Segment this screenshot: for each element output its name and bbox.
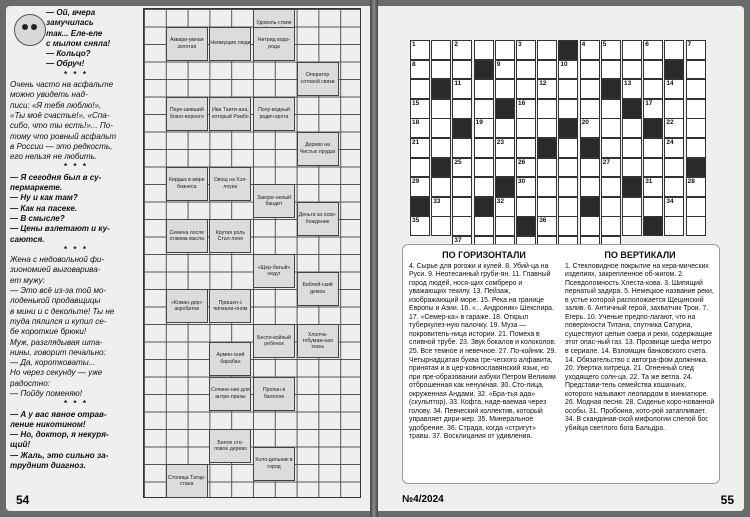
joke-line: — А у вас явное отрав- xyxy=(10,409,107,419)
joke-line: писи: «Я тебя люблю!», xyxy=(10,100,102,110)
cell-number: 18 xyxy=(412,119,420,127)
across-clues: 4. Сырье для рогожи и кулей. 8. Убий-ца на Руси. 9. Неотесанный груби-ян. 11. Главный город людей, нося-щих сомбреро и уважающих текилу. 13. Пейзаж, изображающий море. 15. Река на границе Европы и Азии. 16. «... Андроник» Шекспира. 17. «Семер-ка» в гараже. 18. Открыл туберкулез-ную палочку. 19. Муза — покровитель-ница истории. 21. Помеха в сливной трубе. 23. Звук бокалов и колоколов. 25. Все темное и невечное. 27. По-койник. 29. Четырнадцатая буква гре-ческого алфавита, принятая и в цер-ковнославянский язык, но при пре-образовании азбуки Петром Великим отброшенная как ненужная. 30. Сто-лица, окруженная Андами. 32. «Бра-тья ада» (скульптор). 33. Кофта, наде-ваемая через голову. 34. Певческий коллектив, который управляет дири-жер. 35. Минеральное удобрение. 36. Страда, когда «стригут» травы. 37. Восклицания от удивления. xyxy=(409,262,559,441)
grid-cell xyxy=(410,99,430,119)
grid-cell xyxy=(431,197,451,217)
scanword-clue: Библей-ский демон xyxy=(297,272,339,306)
grid-cell xyxy=(643,138,663,158)
scanword-clue: Сочине-ние для антре-призы xyxy=(209,377,251,411)
grid-cell xyxy=(686,60,706,80)
joke-line: так... Еле-еле xyxy=(46,28,103,38)
scanword-clue: Хлопча-тобумаж-ная ткань xyxy=(297,324,339,358)
joke-line: — В смысле? xyxy=(10,213,65,223)
grid-cell xyxy=(474,79,494,99)
cell-number: 34 xyxy=(666,197,674,205)
grid-cell xyxy=(664,40,684,60)
grid-cell xyxy=(410,216,430,236)
page-number-right: 55 xyxy=(720,493,734,507)
joke-line: в России — это редкость, xyxy=(10,141,113,151)
joke-line: «Ты моё счастье!», «Спа- xyxy=(10,110,110,120)
grid-cell xyxy=(643,197,663,217)
grid-cell xyxy=(431,138,451,158)
grid-cell xyxy=(558,79,578,99)
grid-cell xyxy=(537,99,557,119)
grid-cell xyxy=(622,79,642,99)
black-cell xyxy=(580,197,600,217)
across-column xyxy=(409,251,559,442)
grid-cell xyxy=(516,99,536,119)
grid-cell xyxy=(452,216,472,236)
grid-cell xyxy=(664,138,684,158)
grid-cell xyxy=(558,177,578,197)
scanword-clue: «Коман-дир» акробатов xyxy=(166,289,208,323)
grid-cell xyxy=(452,99,472,119)
joke-line: сибо, что ты есть!»... По- xyxy=(10,121,113,131)
cell-number: 14 xyxy=(666,80,674,88)
black-cell xyxy=(495,99,515,119)
grid-cell xyxy=(601,158,621,178)
grid-cell xyxy=(580,99,600,119)
grid-cell xyxy=(686,177,706,197)
page-number-left: 54 xyxy=(16,493,30,507)
scanword-clue: Удоволь-ствие xyxy=(253,9,295,43)
grid-cell xyxy=(580,216,600,236)
joke-line: — Я сегодня был в су- xyxy=(10,172,102,182)
cell-number: 13 xyxy=(624,80,632,88)
joke-line: нины, говорит печально: xyxy=(10,347,106,357)
grid-cell xyxy=(495,216,515,236)
grid-cell xyxy=(622,216,642,236)
scanword-clue: Пере-шивший благо-верного xyxy=(166,97,208,131)
cell-number: 29 xyxy=(412,178,420,186)
black-cell xyxy=(516,216,536,236)
cell-number: 25 xyxy=(454,158,462,166)
grid-cell xyxy=(580,40,600,60)
cell-number: 27 xyxy=(602,158,611,166)
grid-cell xyxy=(686,118,706,138)
grid-cell xyxy=(410,138,430,158)
grid-cell xyxy=(452,197,472,217)
joke-line: — Цены взлетают и ку- xyxy=(10,224,110,234)
joke-line: — Ой, вчера xyxy=(46,8,96,17)
cell-number: 28 xyxy=(687,178,695,186)
joke-line: тому что ровный асфальт xyxy=(10,131,117,141)
down-heading: ПО ВЕРТИКАЛИ xyxy=(604,250,676,260)
down-clues: 1. Стекловидное покрытие на кера-мических изделиях, закрепленное об-жигом. 2. Псевдоломность Хлеста-кова. 3. Шипящий пернатый задира. 5. Немецкое название реки, в устье которой расположается Щецинский залив. 6. Античный герой, захватчик Трои. 7. Егерь. 10. Ученые предпо-лагают, что на поверхности Титана, спутника Сатурна, существуют целые озера и реки, содержащие этот опас-ный газ. 13. Прозвище шефа метро в сериале. 14. Взломщик банковского счета. 14. Обязательство с автогра-фом должника. 20. Увертка хитреца. 21. Огненный след уходящего солн-ца. 22. Та же ветла. 24. Представи-тель семейства кошачьих, которого называют леопардом в миниатюре. 26. Модная песня. 28. Сиденье коро-нованной особы. 31. Пробоина, кото-рой затапливает. 34. В скандинав-ской мифологии слепой бог, убийца светлого бога Бальдра. xyxy=(565,262,717,432)
grid-cell xyxy=(580,158,600,178)
grid-cell xyxy=(686,197,706,217)
grid-cell xyxy=(474,158,494,178)
clues-box xyxy=(402,244,720,484)
cell-number: 1 xyxy=(412,41,416,48)
cell-number: 22 xyxy=(666,119,674,127)
left-page xyxy=(6,6,370,511)
grid-cell xyxy=(664,99,684,119)
scanword-clue: Овощ на Хэл-лоуин xyxy=(209,167,251,201)
joke-line: — Это всё из-за той мо- xyxy=(10,286,107,296)
cell-number: 2 xyxy=(454,41,459,48)
joke-line: — Ну и как там? xyxy=(10,193,78,203)
black-cell xyxy=(622,99,642,119)
joke-line: — Пойду поменяю! xyxy=(10,388,83,398)
grid-cell xyxy=(643,158,663,178)
joke-line: щий! xyxy=(10,440,31,450)
grid-cell xyxy=(516,197,536,217)
cell-number: 15 xyxy=(412,99,420,107)
black-cell xyxy=(452,118,472,138)
grid-cell xyxy=(601,40,621,60)
grid-cell xyxy=(474,177,494,197)
grid-cell xyxy=(537,79,557,99)
grid-cell xyxy=(516,177,536,197)
grid-cell xyxy=(686,79,706,99)
scanword-clue: Закоре-нелый бандит xyxy=(253,184,295,218)
grid-cell xyxy=(516,79,536,99)
joke-line: — Но, доктор, я некуря- xyxy=(10,430,109,440)
grid-cell xyxy=(622,138,642,158)
black-cell xyxy=(643,118,663,138)
grid-cell xyxy=(643,79,663,99)
grid-cell xyxy=(537,118,557,138)
cell-number: 16 xyxy=(518,99,526,107)
grid-cell xyxy=(558,197,578,217)
grid-cell xyxy=(431,99,451,119)
grid-cell xyxy=(558,99,578,119)
grid-cell xyxy=(410,118,430,138)
black-cell xyxy=(686,158,706,178)
joke-line: саются. xyxy=(10,234,45,244)
joke-line: ет мужу: xyxy=(10,275,45,285)
grid-cell xyxy=(410,40,430,60)
grid-cell xyxy=(516,118,536,138)
joke-line: туда пялился и купил се- xyxy=(10,316,107,326)
black-cell xyxy=(622,177,642,197)
black-cell xyxy=(410,197,430,217)
scanword-clue: Аквари-умная золотая xyxy=(166,27,208,61)
black-cell xyxy=(643,216,663,236)
grid-cell xyxy=(643,40,663,60)
joke-line: пермаркете. xyxy=(10,183,63,193)
jokes-column xyxy=(10,8,142,488)
grid-cell xyxy=(537,216,557,236)
grid-cell xyxy=(664,79,684,99)
joke-line: в мини и с декольте! Ты не xyxy=(10,306,115,316)
grid-cell xyxy=(601,118,621,138)
scanword-clue: Крутая роль Стал-лоне xyxy=(209,219,251,253)
grid-cell xyxy=(495,197,515,217)
black-cell xyxy=(664,60,684,80)
grid-cell xyxy=(516,158,536,178)
cell-number: 9 xyxy=(496,60,501,68)
scanword-clue: Дерево на Чистых прудах xyxy=(297,132,339,166)
cell-number: 3 xyxy=(518,41,522,48)
cell-number: 36 xyxy=(539,217,547,225)
grid-cell xyxy=(622,197,642,217)
grid-cell xyxy=(686,40,706,60)
cell-number: 7 xyxy=(687,41,692,48)
crossword-grid xyxy=(410,40,712,244)
scanword-clue: Коло-дильник в город xyxy=(253,447,295,481)
grid-cell xyxy=(431,60,451,80)
black-cell xyxy=(474,60,494,80)
grid-cell xyxy=(580,79,600,99)
cell-number: 26 xyxy=(518,158,526,166)
scanword-clue: Армян-ский барабан xyxy=(209,342,251,376)
scanword-clue: Столица Татар-стана xyxy=(166,464,208,498)
scanword-clue: Пришел с пигмали-оном xyxy=(209,289,251,323)
grid-cell xyxy=(537,197,557,217)
grid-cell xyxy=(516,40,536,60)
grid-cell xyxy=(452,60,472,80)
grid-cell xyxy=(558,138,578,158)
scanword-clue: «Щер-батый» недуг xyxy=(253,254,295,288)
cell-number: 10 xyxy=(560,60,568,68)
grid-cell xyxy=(558,158,578,178)
scanword-grid xyxy=(143,8,361,498)
grid-cell xyxy=(452,158,472,178)
grid-cell xyxy=(664,216,684,236)
grid-cell xyxy=(495,138,515,158)
cell-number: 6 xyxy=(645,41,649,48)
joke-line: Но через секунду — уже xyxy=(10,368,103,378)
cell-number: 21 xyxy=(412,139,420,146)
joke-line: — Да, коротковаты... xyxy=(10,358,96,368)
joke-line: * * * xyxy=(64,69,88,79)
joke-line: бе короткие брюки! xyxy=(10,327,87,337)
grid-cell xyxy=(537,177,557,197)
grid-cell xyxy=(601,197,621,217)
joke-line: Муж, разглядывая шта- xyxy=(10,337,103,347)
cell-number: 8 xyxy=(412,60,416,68)
black-cell xyxy=(580,138,600,158)
joke-line: — Жаль, это сильно за- xyxy=(10,450,109,460)
grid-cell xyxy=(643,60,663,80)
grid-cell xyxy=(495,60,515,80)
joke-line: * * * xyxy=(64,244,88,254)
grid-cell xyxy=(452,177,472,197)
joke-line: радостно: xyxy=(10,378,50,388)
joke-line: * * * xyxy=(64,399,88,409)
grid-cell xyxy=(537,40,557,60)
grid-cell xyxy=(431,216,451,236)
scanword-clue: Нитрид водо-рода xyxy=(253,27,295,61)
cell-number: 19 xyxy=(475,119,483,127)
grid-cell xyxy=(580,177,600,197)
joke-line: ление никотином! xyxy=(10,419,86,429)
grid-cell xyxy=(516,60,536,80)
grid-cell xyxy=(537,158,557,178)
grid-cell xyxy=(601,177,621,197)
grid-cell xyxy=(558,216,578,236)
grid-cell xyxy=(664,158,684,178)
grid-cell xyxy=(643,99,663,119)
joke-line: * * * xyxy=(64,162,88,172)
grid-cell xyxy=(622,60,642,80)
grid-cell xyxy=(580,60,600,80)
black-cell xyxy=(431,158,451,178)
grid-cell xyxy=(495,40,515,60)
grid-cell xyxy=(664,118,684,138)
scanword-clue: Семена после отжима масла xyxy=(166,219,208,253)
issue-number: №4/2024 xyxy=(402,494,444,505)
cell-number: 17 xyxy=(645,99,653,107)
joke-line: — Обруч! xyxy=(46,59,85,69)
joke-line: — Кольцо? xyxy=(46,49,91,59)
cell-number: 32 xyxy=(496,197,505,205)
joke-line: можно увидеть над- xyxy=(10,90,88,100)
grid-cell xyxy=(410,79,430,99)
grid-cell xyxy=(474,118,494,138)
grid-cell xyxy=(474,40,494,60)
black-cell xyxy=(474,197,494,217)
right-page xyxy=(378,6,744,511)
scanword-clue: Белое сто-ловое дерево xyxy=(209,429,251,463)
black-cell xyxy=(558,118,578,138)
grid-cell xyxy=(664,177,684,197)
grid-cell xyxy=(686,99,706,119)
grid-cell xyxy=(410,177,430,197)
cell-number: 20 xyxy=(581,119,589,127)
scanword-clue: Беспо-койный ребенок xyxy=(253,324,295,358)
cell-number: 37 xyxy=(454,237,462,244)
grid-cell xyxy=(686,216,706,236)
scanword-clue: Кирдык в мире бизнеса xyxy=(166,167,208,201)
grid-cell xyxy=(410,60,430,80)
cell-number: 24 xyxy=(666,139,674,146)
black-cell xyxy=(558,40,578,60)
grid-cell xyxy=(495,158,515,178)
joke-line: Очень часто на асфальте xyxy=(10,80,114,90)
grid-cell xyxy=(495,118,515,138)
cell-number: 5 xyxy=(602,41,607,48)
cell-number: 30 xyxy=(518,178,526,186)
grid-cell xyxy=(516,138,536,158)
grid-cell xyxy=(410,158,430,178)
cell-number: 12 xyxy=(539,80,547,88)
black-cell xyxy=(431,79,451,99)
joke-line: его нельзя не любить. xyxy=(10,152,98,162)
joke-line: с мылом сняла! xyxy=(46,38,111,48)
grid-cell xyxy=(537,60,557,80)
grid-cell xyxy=(431,118,451,138)
cell-number: 33 xyxy=(433,197,441,205)
across-heading: ПО ГОРИЗОНТАЛИ xyxy=(442,250,526,260)
grid-cell xyxy=(474,216,494,236)
scanword-clue: Деньги за осво-бождение xyxy=(297,202,339,236)
down-column xyxy=(565,251,715,433)
joke-line: замучилась xyxy=(46,18,94,28)
grid-cell xyxy=(601,216,621,236)
black-cell xyxy=(537,138,557,158)
scanword-clue: Ива Таити-ана, который Рэмбо xyxy=(209,97,251,131)
scanword-clue: Неимущие люди xyxy=(209,27,251,61)
scanword-clue: Оператор сотовой связи xyxy=(297,62,339,96)
grid-cell xyxy=(431,177,451,197)
grid-cell xyxy=(474,138,494,158)
grid-cell xyxy=(558,60,578,80)
cell-number: 4 xyxy=(581,41,586,48)
scanword-clue: Полу-водный родич крота xyxy=(253,97,295,131)
cell-number: 23 xyxy=(496,139,505,146)
grid-cell xyxy=(664,197,684,217)
grid-cell xyxy=(474,99,494,119)
grid-cell xyxy=(601,60,621,80)
black-cell xyxy=(495,177,515,197)
grid-cell xyxy=(643,177,663,197)
grid-cell xyxy=(580,118,600,138)
grid-cell xyxy=(601,138,621,158)
book-spine xyxy=(370,0,378,517)
smiley-face-icon xyxy=(14,14,46,46)
grid-cell xyxy=(622,158,642,178)
grid-cell xyxy=(622,118,642,138)
grid-cell xyxy=(431,40,451,60)
cell-number: 35 xyxy=(412,217,420,225)
grid-cell xyxy=(686,138,706,158)
grid-cell xyxy=(452,40,472,60)
joke-line: труднит диагноз. xyxy=(10,461,86,471)
joke-line: — Как на пасеке. xyxy=(10,203,78,213)
joke-line: зиономией выговарива- xyxy=(10,265,101,275)
grid-cell xyxy=(601,99,621,119)
cell-number: 11 xyxy=(454,80,462,88)
grid-cell xyxy=(495,79,515,99)
grid-cell xyxy=(622,40,642,60)
scanword-clue: Пропан в баллоне xyxy=(253,377,295,411)
grid-cell xyxy=(452,138,472,158)
cell-number: 31 xyxy=(645,178,653,186)
grid-cell xyxy=(452,79,472,99)
black-cell xyxy=(601,79,621,99)
joke-line: Жена с недовольной фи- xyxy=(10,255,105,265)
joke-line: лоденькой продавщицы xyxy=(10,296,101,306)
